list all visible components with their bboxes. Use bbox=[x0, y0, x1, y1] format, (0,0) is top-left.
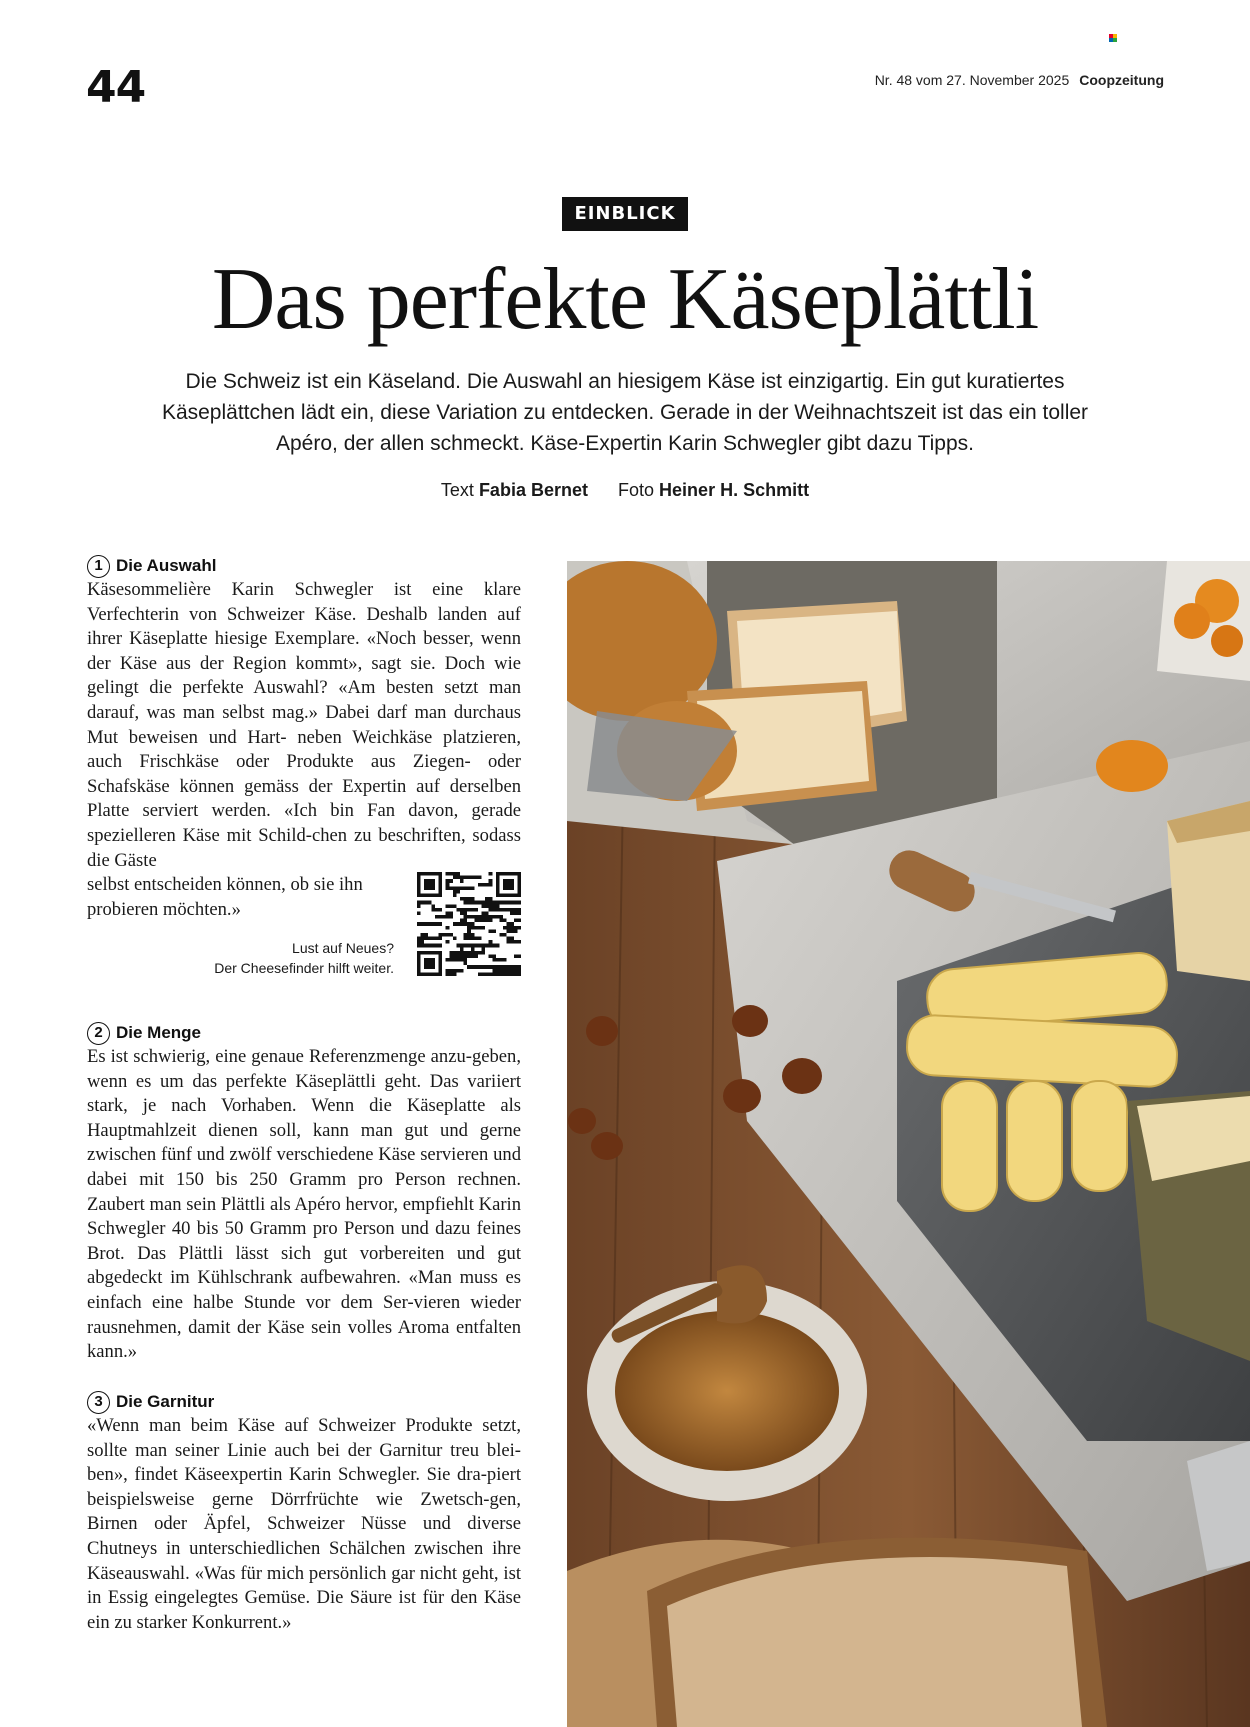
section-heading bbox=[87, 1021, 521, 1045]
section-number: 3 bbox=[87, 1391, 110, 1414]
section-menge bbox=[87, 1021, 521, 1365]
section-title: Die Auswahl bbox=[116, 556, 217, 575]
kicker-label: EINBLICK bbox=[562, 197, 687, 231]
photo-credit-label: Foto bbox=[618, 480, 655, 500]
lead-paragraph: Die Schweiz ist ein Käseland. Die Auswahl an hiesigem Käse ist einzigartig. Ein gut kuratiertes Käseplättchen lädt ein, diese Variation zu entdecken. Gerade in der Weihnachtszeit ist das ein toller Apéro, der allen schmeckt. Käse-Expertin Karin Schwegler gibt dazu Tipps. bbox=[161, 370, 1089, 455]
headline: Das perfekte Käseplättli bbox=[211, 251, 1039, 348]
section-heading bbox=[87, 554, 521, 578]
section-number: 1 bbox=[87, 555, 110, 578]
cheese-platter-photo bbox=[567, 561, 1250, 1727]
section-title: Die Garnitur bbox=[116, 1392, 215, 1411]
credits bbox=[0, 480, 1250, 501]
text-credit-author: Fabia Bernet bbox=[478, 480, 588, 500]
coop-logo-icon bbox=[1109, 34, 1117, 42]
issue-date: Nr. 48 vom 27. November 2025 bbox=[874, 72, 1070, 88]
page-number: 44 bbox=[86, 62, 146, 113]
qr-caption-line2: Der Cheesefinder hilft weiter. bbox=[214, 960, 394, 976]
section-heading bbox=[87, 1390, 521, 1414]
section-garnitur bbox=[87, 1390, 521, 1635]
qr-caption-line1: Lust auf Neues? bbox=[292, 940, 394, 956]
text-credit-label: Text bbox=[440, 480, 474, 500]
qr-code[interactable] bbox=[417, 872, 521, 976]
section-body-end: selbst entscheiden können, ob sie ihn probieren möchten.» bbox=[87, 874, 363, 920]
section-number: 2 bbox=[87, 1022, 110, 1045]
section-body: Käsesommelière Karin Schwegler ist eine klare Verfechterin von Schweizer Käse. Deshalb landen auf ihrer Käseplatte hiesige Exemplare. «Noch besser, wenn der Käse aus der Region kommt», sagt sie. Doch wie gelingt die perfekte Auswahl? «Am besten setzt man darauf, was man selbst mag.» Dabei darf man durchaus Mut beweisen und Hart- neben Weichkäse platzieren, auch Frischkäse oder Produkte aus Ziegen- oder Schafskäse können gemäss der Expertin auf derselben Platte serviert werden. «Ich bin Fan davon, gerade spezielleren Käse mit Schild-chen zu beschriften, sodass die Gäste bbox=[87, 579, 521, 871]
section-title: Die Menge bbox=[116, 1023, 202, 1042]
photo-credit-author: Heiner H. Schmitt bbox=[659, 480, 810, 500]
section-body: Es ist schwierig, eine genaue Referenzmenge anzu-geben, wenn es um das perfekte Käseplättli geht. Das variiert stark, je nach Vorhaben. Wenn die Käseplatte als Hauptmahlzeit dienen soll, kann man gut und gerne zwischen fünf und zwölf verschiedene Käse servieren und dabei mit 150 bis 250 Gramm pro Person rechnen. Zaubert man sein Plättli als Apéro hervor, empfiehlt Karin Schwegler 40 bis 50 Gramm pro Person und dazu feines Brot. Das Plättli lässt sich gut vorbereiten und gut abgedeckt im Kühlschrank aufbewahren. «Man muss es einfach eine halbe Stunde vor dem Ser-vieren wieder rausnehmen, damit der Käse sein volles Aroma entfalten kann.» bbox=[87, 1046, 521, 1363]
issue-line bbox=[875, 72, 1164, 88]
section-body: «Wenn man beim Käse auf Schweizer Produkte setzt, sollte man seiner Linie auch bei der Garnitur treu blei-ben», findet Käseexpertin Karin Schwegler. Sie dra-piert beispielsweise gerne Dörrfrüchte wie Zwetsch-gen, Birnen oder Äpfel, Schweizer Nüsse und diverse Chutneys in unterschiedlichen Schälchen zwischen ihre Käseauswahl. «Was für mich persönlich gar nicht geht, ist in Essig eingelegtes Gemüse. Die Säure ist für den Käse ein zu starker Konkurrent.» bbox=[87, 1415, 521, 1633]
qr-caption bbox=[150, 938, 394, 978]
section-auswahl bbox=[87, 554, 521, 922]
publication-name: Coopzeitung bbox=[1079, 72, 1164, 88]
